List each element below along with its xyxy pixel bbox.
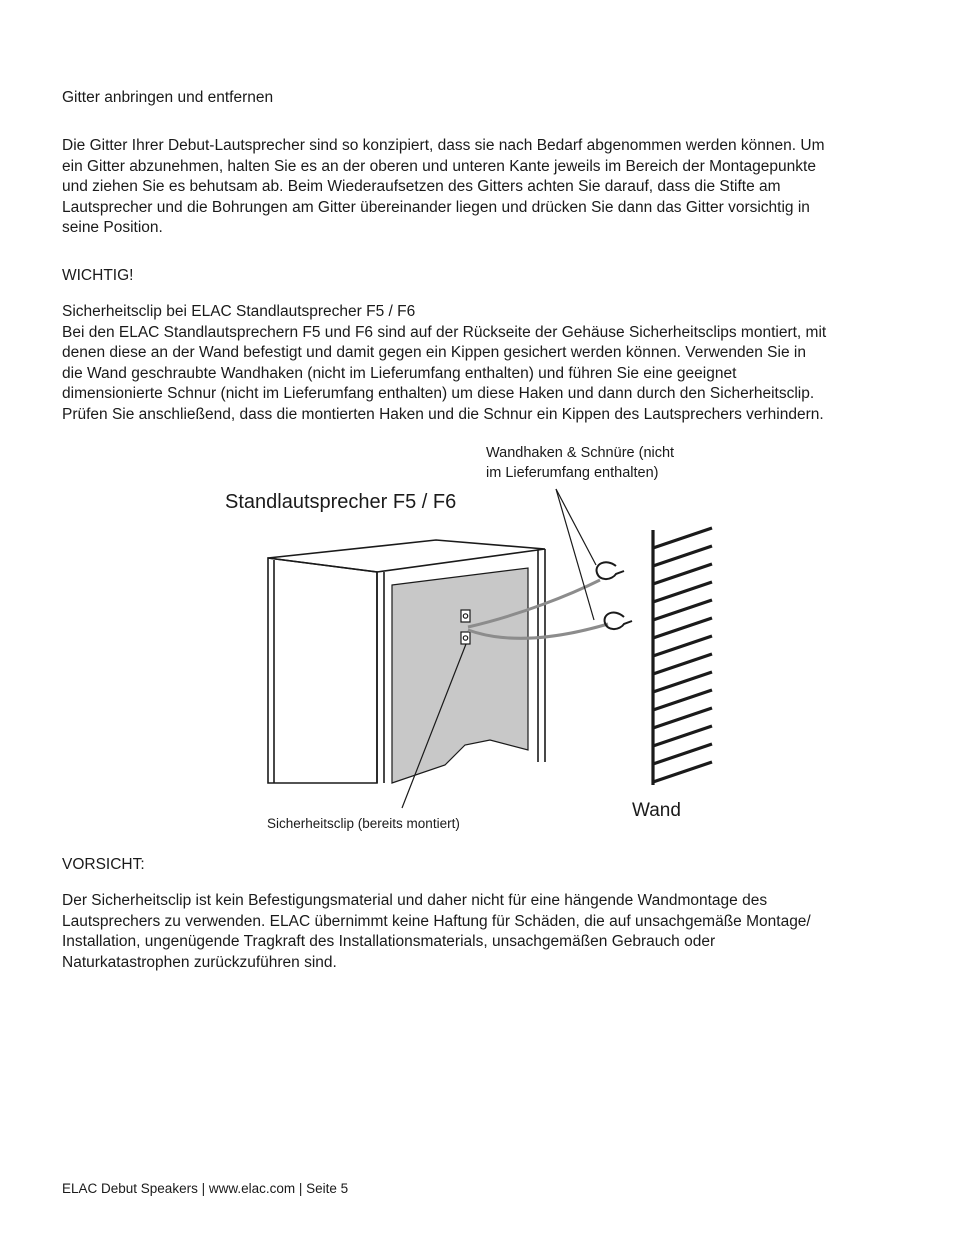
- hooks-label-line: Wandhaken & Schnüre (nicht: [486, 445, 675, 461]
- caution-line: Der Sicherheitsclip ist kein Befestigungsmaterial und daher nicht für eine hängende Wandmontage des: [62, 892, 768, 909]
- important-heading: WICHTIG!: [62, 267, 134, 284]
- important-line: dimensionierte Schnur (nicht im Lieferumfang enthalten) um diese Haken und dann durch den Sicherheitsclip.: [62, 385, 815, 402]
- hooks-label: [486, 443, 674, 483]
- hooks-pointer-lines: [556, 489, 596, 620]
- clip-label: Sicherheitsclip (bereits montiert): [267, 816, 460, 831]
- wall-hook-icon: [597, 562, 632, 629]
- important-line: die Wand geschraubte Wandhaken (nicht im Lieferumfang enthalten) und führen Sie eine geeignet: [62, 364, 737, 382]
- important-line: denen diese an der Wand befestigt und damit gegen ein Kippen gesichert werden können. Verwenden Sie in: [62, 344, 806, 361]
- important-line: Prüfen Sie anschließend, dass die montierten Haken und die Schnur ein Kippen des Lautsprechers verhindern.: [62, 405, 824, 423]
- wall-label: Wand: [632, 800, 681, 821]
- grille-line: und ziehen Sie es behutsam ab. Beim Wiederaufsetzen des Gitters achten Sie darauf, dass die Stifte am: [62, 178, 781, 195]
- caution-line: Lautsprechers zu verwenden. ELAC übernimmt keine Haftung für Schäden, die auf unsachgemäße Montage/: [62, 912, 811, 930]
- grille-line: Lautsprecher und die Bohrungen am Gitter übereinander liegen und drücken Sie dann das Gitter vorsichtig in: [62, 198, 810, 216]
- important-line: Sicherheitsclip bei ELAC Standlautsprecher F5 / F6: [62, 303, 416, 320]
- grille-line: Die Gitter Ihrer Debut-Lautsprecher sind so konzipiert, dass sie nach Bedarf abgenommen werden können. Um: [62, 137, 825, 154]
- grille-line: ein Gitter abzunehmen, halten Sie es an der oberen und unteren Kante jeweils im Bereich der Montagepunkte: [62, 157, 816, 175]
- caution-line: Installation, ungenügende Tragkraft des Installationsmaterials, unsachgemäßen Gebrauch oder: [62, 933, 716, 950]
- caution-paragraph: [62, 891, 902, 973]
- page-footer: ELAC Debut Speakers | www.elac.com | Seite 5: [62, 1181, 349, 1196]
- important-line: Bei den ELAC Standlautsprechern F5 und F6 sind auf der Rückseite der Gehäuse Sicherheitsclips montiert, mit: [62, 323, 827, 341]
- hooks-label-line: im Lieferumfang enthalten): [486, 465, 659, 481]
- wall-hatching: [653, 528, 712, 785]
- speaker-back-panel: [392, 568, 528, 783]
- caution-heading: VORSICHT:: [62, 856, 145, 873]
- caution-line: Naturkatastrophen zurückzuführen sind.: [62, 953, 337, 971]
- grille-heading: Gitter anbringen und entfernen: [62, 89, 274, 106]
- grille-line: seine Position.: [62, 219, 163, 236]
- diagram-title: Standlautsprecher F5 / F6: [225, 491, 457, 513]
